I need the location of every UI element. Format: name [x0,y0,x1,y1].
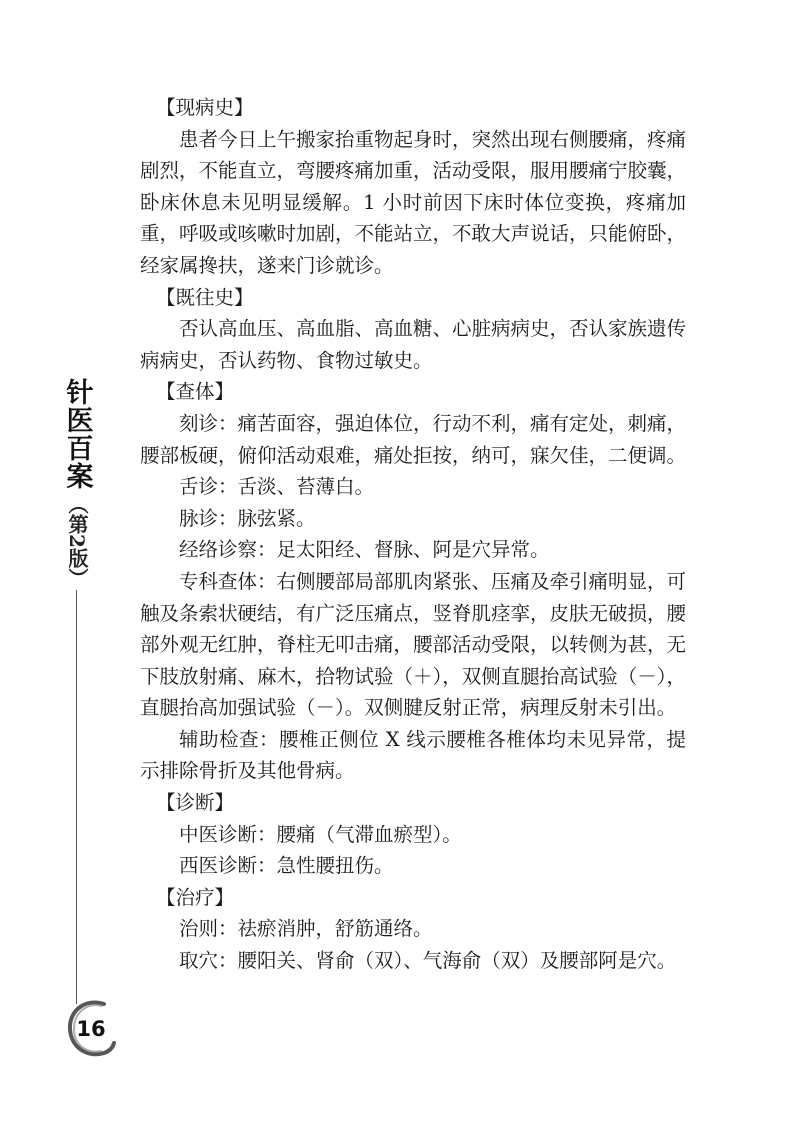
paragraph-tongue: 舌诊：舌淡、苔薄白。 [179,475,375,499]
section-heading-examination: 【查体】 [156,380,235,404]
paragraph-treatment-principle: 治则：祛瘀消肿，舒筋通络。 [179,917,433,941]
section-heading-past-history: 【既往史】 [156,285,254,309]
section-heading-treatment: 【治疗】 [156,885,235,909]
page-number: 16 [76,1017,106,1041]
paragraph-tcm-diagnosis: 中医诊断：腰痛（气滞血瘀型）。 [179,822,462,846]
book-title-vertical [58,378,96,588]
paragraph-auxiliary-exam: 辅助检查：腰椎正侧位 X 线示腰椎各椎体均未见异常，提示排除骨折及其他骨病。 [140,727,686,783]
edition-label: （第2版） [65,494,89,588]
paragraph-acupoints: 取穴：腰阳关、肾俞（双）、气海俞（双）及腰部阿是穴。 [179,949,677,973]
page-body [140,92,686,977]
section-heading-diagnosis: 【诊断】 [156,791,235,815]
paragraph-inspection: 刻诊：痛苦面容，强迫体位，行动不利，痛有定处，刺痛，腰部板硬，俯仰活动艰难，痛处拒按，纳可，寐欠佳，二便调。 [140,411,687,467]
section-heading-present-illness: 【现病史】 [156,96,254,119]
margin-rule [76,590,77,1004]
paragraph-meridian: 经络诊察：足太阳经、督脉、阿是穴异常。 [179,538,550,562]
book-title: 针医百案 [61,378,93,490]
paragraph-specialist-exam: 专科查体：右侧腰部局部肌肉紧张、压痛及牵引痛明显，可触及条索状硬结，有广泛压痛点，竖脊肌痉挛，皮肤无破损，腰部外观无红肿，脊柱无叩击痛，腰部活动受限，以转侧为甚，无下肢放射痛、麻木，拾物试验（＋），双侧直腿抬高试验（－），直腿抬高加强试验（－）。双侧腱反射正常，病理反射未引出。 [140,569,687,720]
paragraph-western-diagnosis: 西医诊断：急性腰扭伤。 [179,854,394,878]
paragraph-pulse: 脉诊：脉弦紧。 [179,506,316,530]
paragraph-present-illness: 患者今日上午搬家抬重物起身时，突然出现右侧腰痛，疼痛剧烈，不能直立，弯腰疼痛加重，活动受限，服用腰痛宁胶囊，卧床休息未见明显缓解。1 小时前因下床时体位变换，疼痛加重，呼吸或咳嗽时加剧，不能站立，不敢大声说话，只能俯卧，经家属搀扶，遂来门诊就诊。 [140,127,687,277]
paragraph-past-history: 否认高血压、高血脂、高血糖、心脏病病史，否认家族遗传病病史，否认药物、食物过敏史。 [140,317,687,372]
